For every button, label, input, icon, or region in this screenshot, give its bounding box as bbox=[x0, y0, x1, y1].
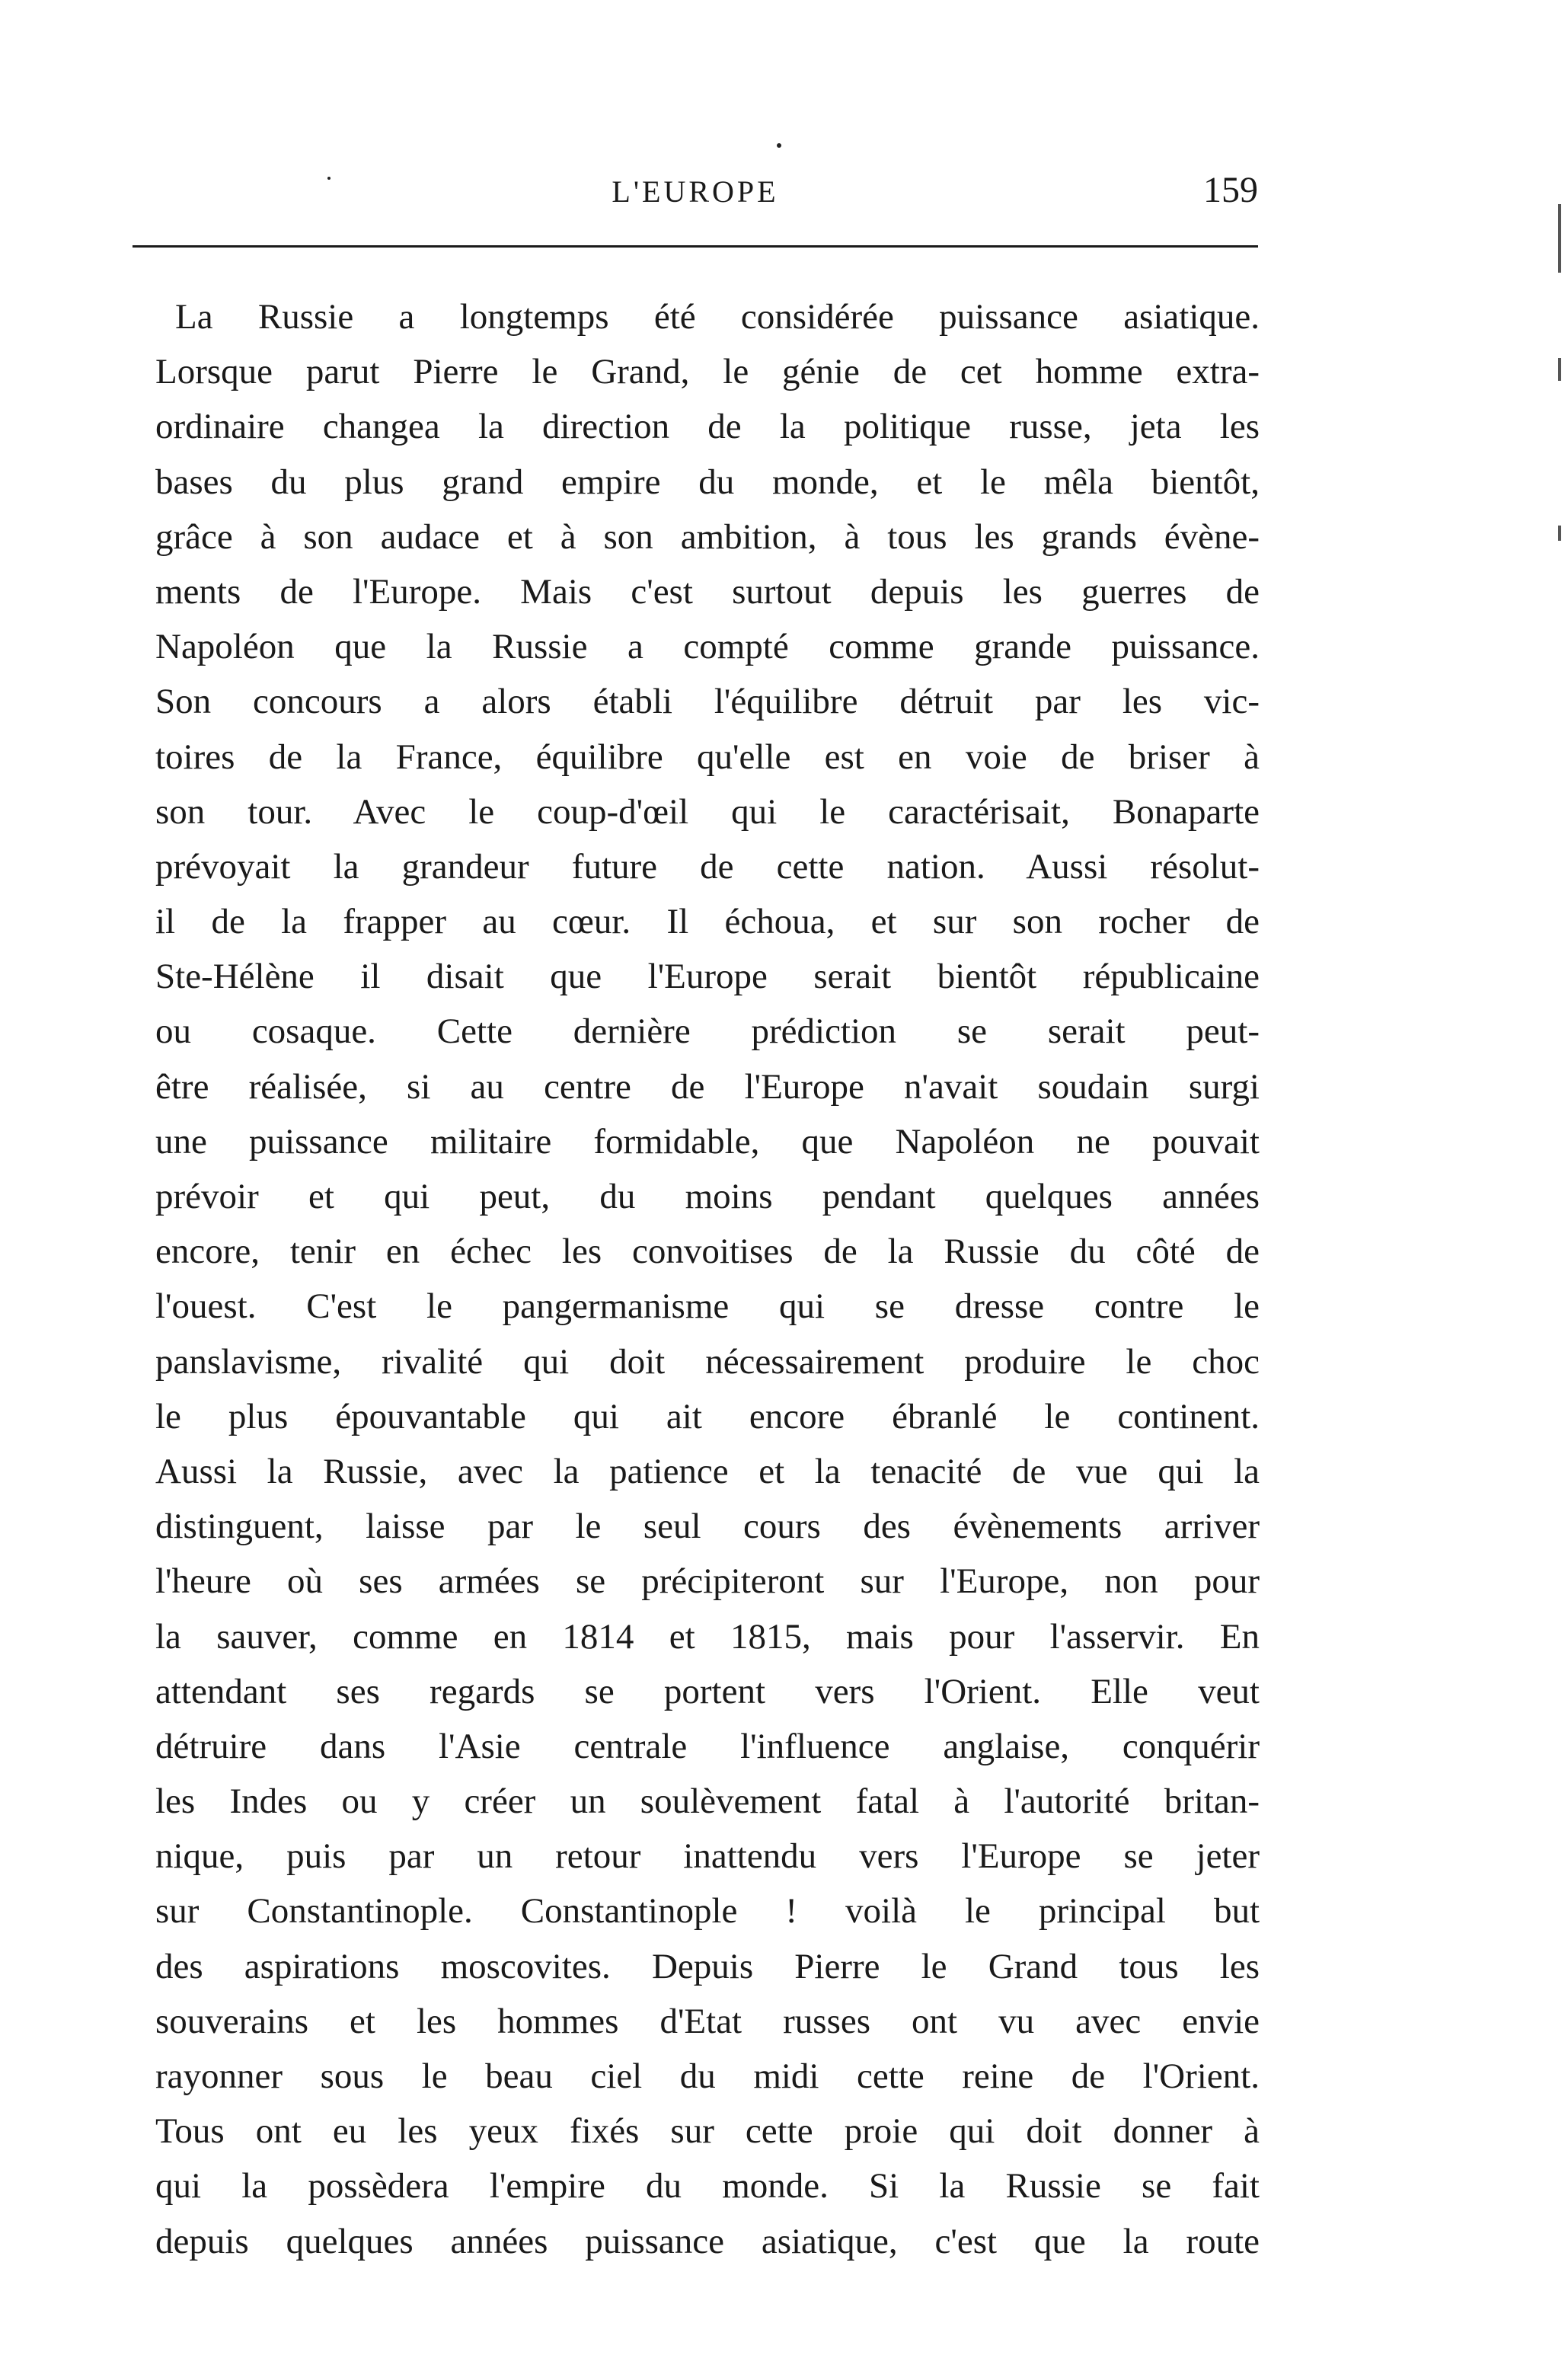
text-line: nique, puis par un retour inattendu vers l'Europe se jeter bbox=[155, 1836, 1260, 1877]
text-line: le plus épouvantable qui ait encore ébranlé le continent. bbox=[155, 1396, 1260, 1436]
text-line: toires de la France, équilibre qu'elle est en voie de briser à bbox=[155, 737, 1260, 777]
text-line: Lorsque parut Pierre le Grand, le génie de cet homme extra- bbox=[155, 352, 1260, 392]
text-line: il de la frapper au cœur. Il échoua, et sur son rocher de bbox=[155, 902, 1260, 942]
text-line: l'heure où ses armées se précipiteront sur l'Europe, non pour bbox=[155, 1561, 1260, 1602]
text-line: les Indes ou y créer un soulèvement fatal à l'autorité britan- bbox=[155, 1781, 1260, 1822]
text-line: l'ouest. C'est le pangermanisme qui se dresse contre le bbox=[155, 1286, 1260, 1327]
text-line: être réalisée, si au centre de l'Europe n'avait soudain surgi bbox=[155, 1066, 1260, 1107]
text-line: qui la possèdera l'empire du monde. Si la Russie se fait bbox=[155, 2166, 1260, 2206]
text-line: ordinaire changea la direction de la politique russe, jeta les bbox=[155, 407, 1260, 447]
text-line: panslavisme, rivalité qui doit nécessairement produire le choc bbox=[155, 1341, 1260, 1382]
text-line: depuis quelques années puissance asiatique, c'est que la route bbox=[155, 2221, 1260, 2261]
margin-edge-mark bbox=[1558, 358, 1561, 381]
header-rule bbox=[133, 245, 1258, 248]
text-line: détruire dans l'Asie centrale l'influence anglaise, conquérir bbox=[155, 1726, 1260, 1766]
text-line: Son concours a alors établi l'équilibre détruit par les vic- bbox=[155, 682, 1260, 722]
text-line: Aussi la Russie, avec la patience et la tenacité de vue qui la bbox=[155, 1451, 1260, 1491]
text-line: la sauver, comme en 1814 et 1815, mais pour l'asservir. En bbox=[155, 1616, 1260, 1657]
page-header bbox=[133, 160, 1258, 213]
text-line: Napoléon que la Russie a compté comme grande puissance. bbox=[155, 627, 1260, 667]
text-line: prévoir et qui peut, du moins pendant quelques années bbox=[155, 1177, 1260, 1216]
body-text bbox=[155, 289, 1260, 2269]
text-line: sur Constantinople. Constantinople ! voilà le principal but bbox=[155, 1891, 1260, 1932]
text-line: prévoyait la grandeur future de cette nation. Aussi résolut- bbox=[155, 846, 1260, 887]
text-line: grâce à son audace et à son ambition, à tous les grands évène- bbox=[155, 516, 1260, 557]
text-line: rayonner sous le beau ciel du midi cette reine de l'Orient. bbox=[155, 2056, 1260, 2096]
text-line: distinguent, laisse par le seul cours des évènements arriver bbox=[155, 1507, 1260, 1547]
page-number: 159 bbox=[1203, 170, 1258, 210]
text-line: son tour. Avec le coup-d'œil qui le caractérisait, Bonaparte bbox=[155, 791, 1260, 832]
margin-edge-mark bbox=[1558, 204, 1561, 273]
text-line: une puissance militaire formidable, que Napoléon ne pouvait bbox=[155, 1121, 1260, 1162]
text-line: encore, tenir en échec les convoitises de la Russie du côté de bbox=[155, 1232, 1260, 1272]
running-title: L'EUROPE bbox=[612, 174, 779, 209]
text-line: attendant ses regards se portent vers l'Orient. Elle veut bbox=[155, 1671, 1260, 1711]
text-line: souverains et les hommes d'Etat russes ont vu avec envie bbox=[155, 2001, 1260, 2041]
text-line: La Russie a longtemps été considérée puissance asiatique. bbox=[175, 297, 1260, 337]
text-line: ou cosaque. Cette dernière prédiction se serait peut- bbox=[155, 1011, 1260, 1052]
text-line: des aspirations moscovites. Depuis Pierre le Grand tous les bbox=[155, 1946, 1260, 1986]
print-speck bbox=[777, 143, 781, 148]
text-line: Ste-Hélène il disait que l'Europe serait bientôt républicaine bbox=[155, 957, 1260, 997]
text-line: ments de l'Europe. Mais c'est surtout depuis les guerres de bbox=[155, 571, 1260, 612]
text-line: bases du plus grand empire du monde, et le mêla bientôt, bbox=[155, 462, 1260, 502]
text-line: Tous ont eu les yeux fixés sur cette proie qui doit donner à bbox=[155, 2111, 1260, 2152]
margin-edge-mark bbox=[1558, 526, 1561, 541]
